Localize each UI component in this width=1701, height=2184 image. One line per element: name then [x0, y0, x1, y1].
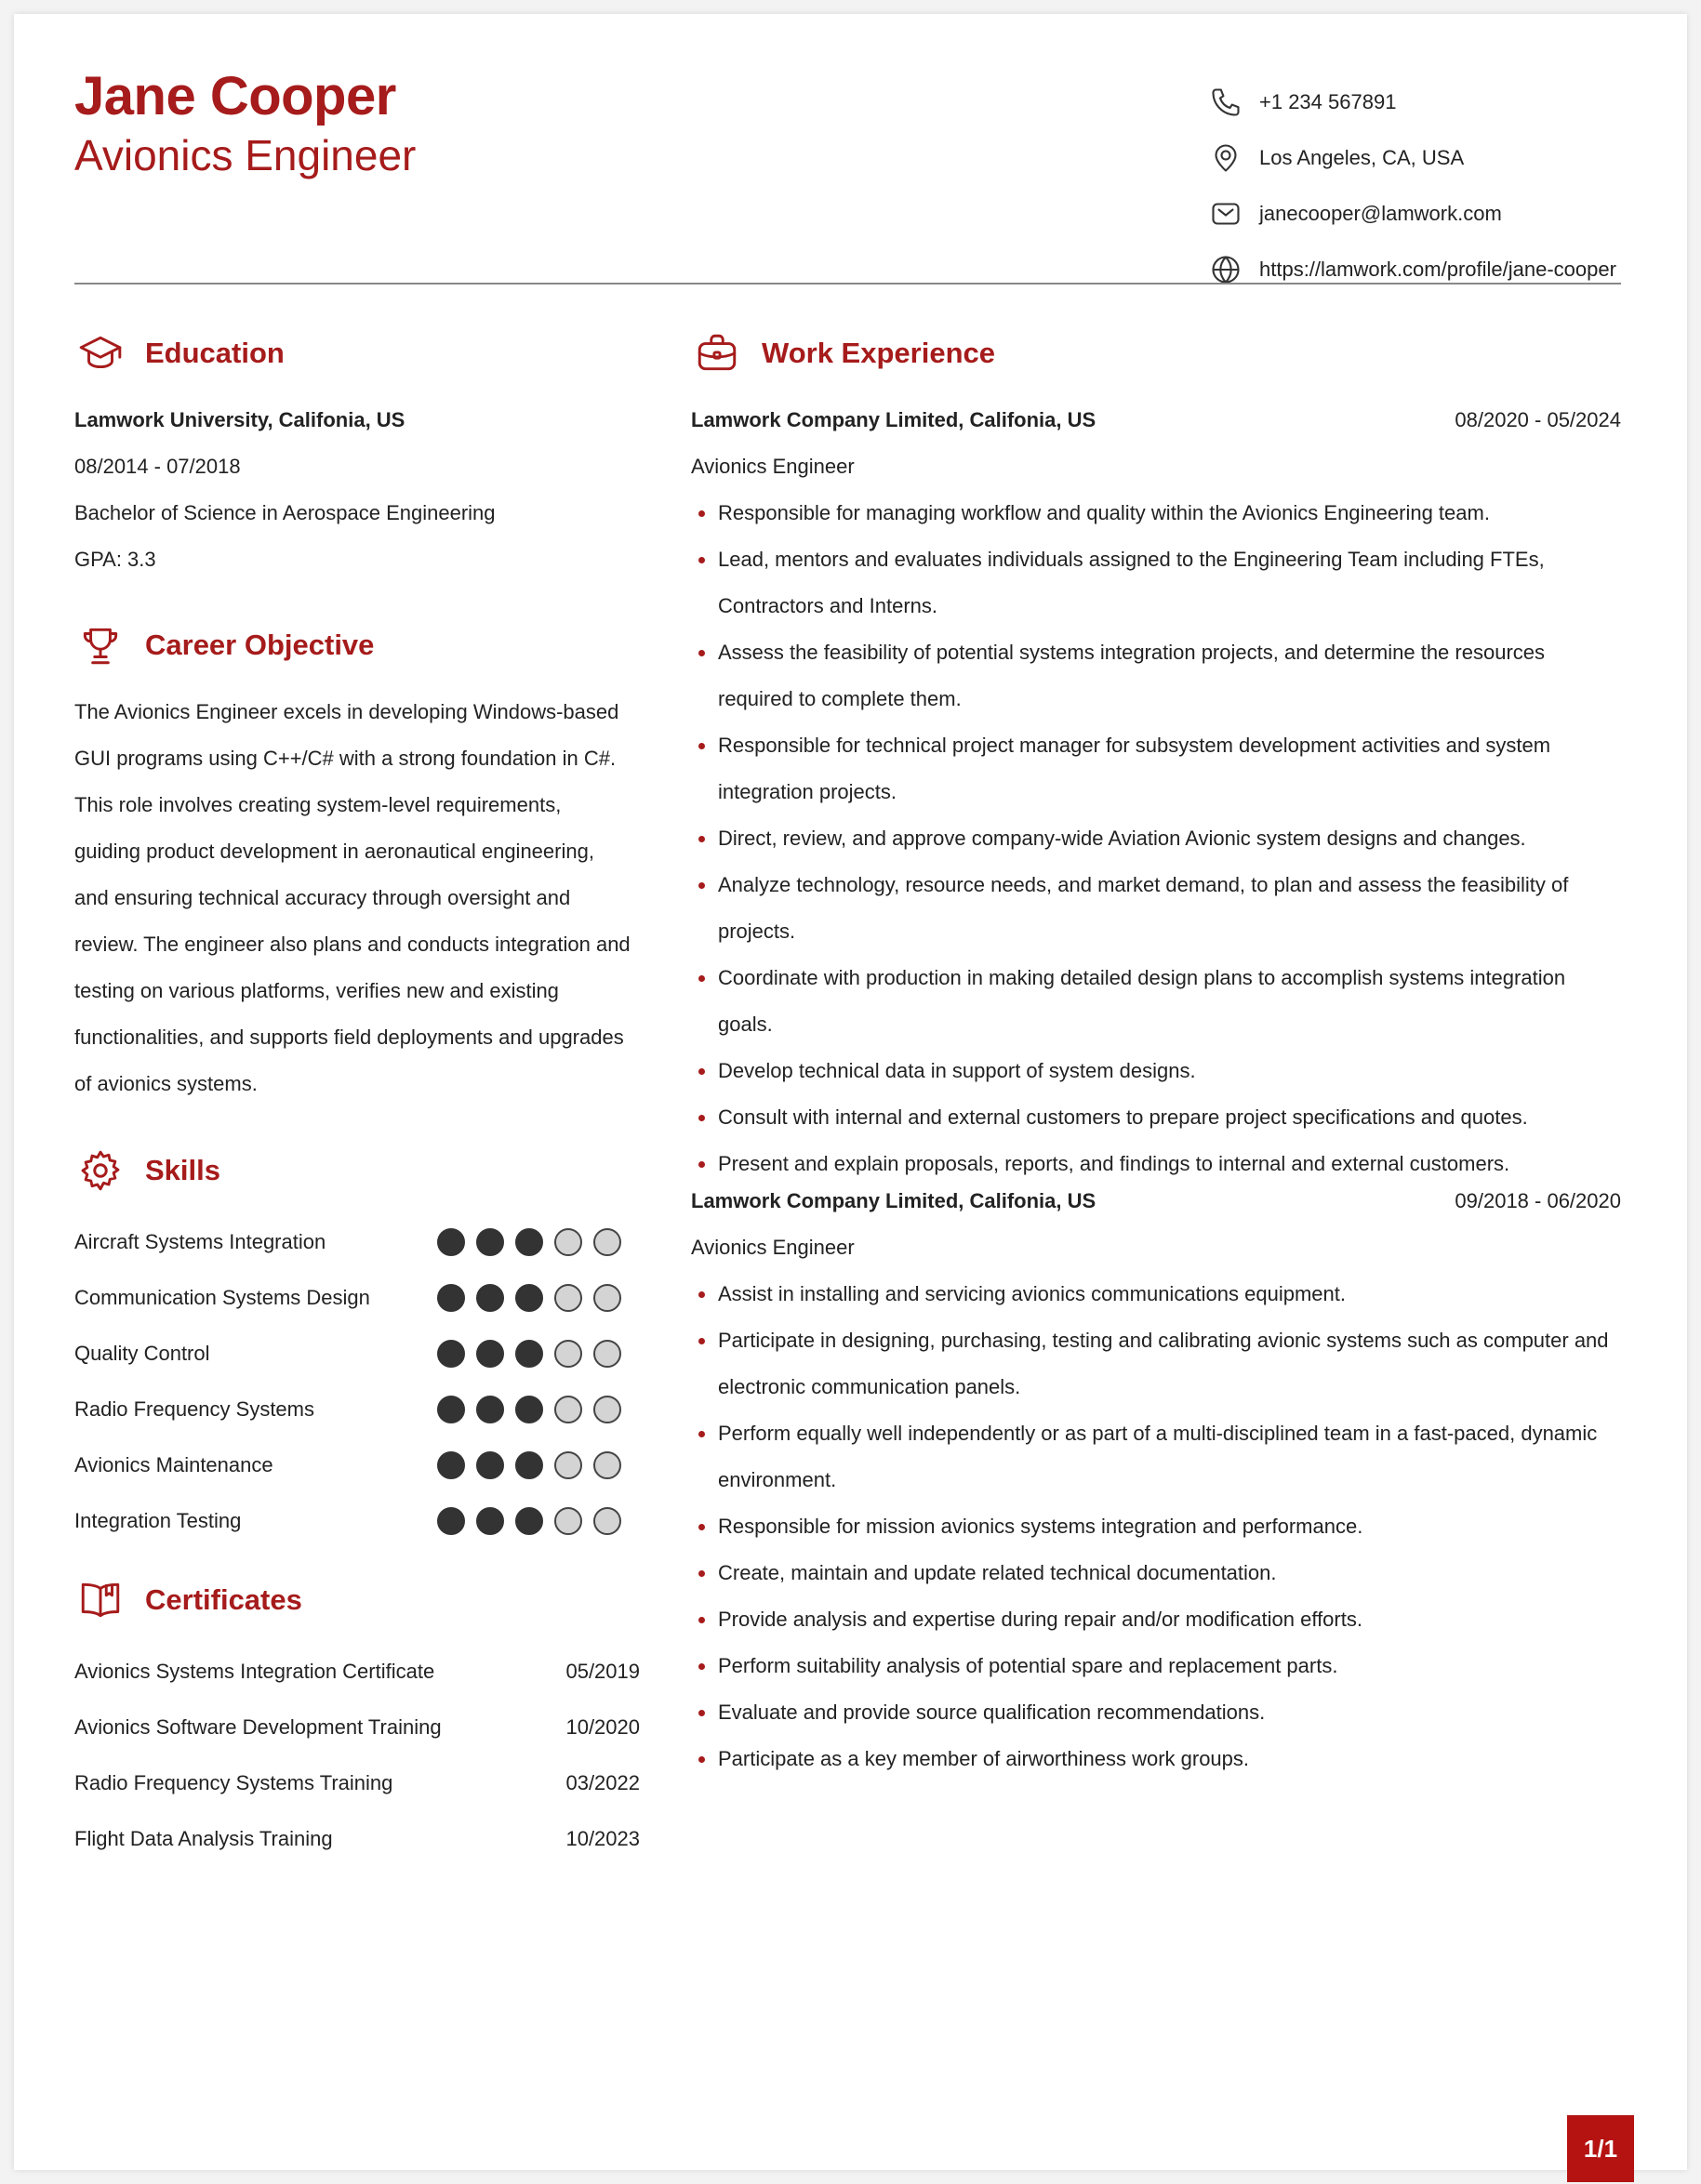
job-entry — [691, 397, 1621, 1187]
rating-dot-filled — [515, 1396, 543, 1423]
job-position: Avionics Engineer — [691, 455, 855, 478]
trophy-icon — [74, 622, 126, 668]
job-company: Lamwork Company Limited, Califonia, US — [691, 408, 1096, 431]
list-item: Evaluate and provide source qualification recommendations. — [691, 1689, 1621, 1736]
certificate-row — [74, 1811, 640, 1867]
certificate-date: 03/2022 — [565, 1771, 640, 1794]
rating-dot-empty — [554, 1228, 582, 1256]
list-item: Develop technical data in support of system designs. — [691, 1048, 1621, 1094]
list-item: Responsible for mission avionics systems integration and performance. — [691, 1503, 1621, 1550]
rating-dot-filled — [476, 1396, 504, 1423]
skill-label: Avionics Maintenance — [74, 1453, 273, 1476]
left-column — [74, 330, 640, 1867]
list-item: Perform equally well independently or as part of a multi-disciplined team in a fast-paced, dynamic environment. — [691, 1410, 1621, 1503]
skill-rating — [437, 1340, 632, 1368]
list-item: Assess the feasibility of potential systems integration projects, and determine the resources required to complete them. — [691, 629, 1621, 722]
contact-list — [1207, 74, 1644, 298]
contact-text: janecooper@lamwork.com — [1259, 202, 1502, 225]
gear-icon — [74, 1147, 126, 1194]
job-header — [691, 397, 1621, 443]
certificate-name: Flight Data Analysis Training — [74, 1827, 333, 1850]
graduation-cap-icon — [74, 330, 126, 377]
rating-dot-filled — [476, 1451, 504, 1479]
job-position: Avionics Engineer — [691, 1236, 855, 1259]
list-item: Perform suitability analysis of potential spare and replacement parts. — [691, 1643, 1621, 1689]
rating-dot-filled — [476, 1228, 504, 1256]
school-name: Lamwork University, Califonia, US — [74, 408, 405, 431]
rating-dot-filled — [515, 1340, 543, 1368]
certificate-row — [74, 1700, 640, 1755]
list-item: Assist in installing and servicing avionics communications equipment. — [691, 1271, 1621, 1317]
rating-dot-empty — [593, 1507, 621, 1535]
rating-dot-filled — [476, 1340, 504, 1368]
degree: Bachelor of Science in Aerospace Engineering — [74, 501, 496, 524]
list-item: Provide analysis and expertise during repair and/or modification efforts. — [691, 1596, 1621, 1643]
rating-dot-filled — [437, 1507, 465, 1535]
resume-page — [14, 14, 1687, 2170]
job-dates: 09/2018 - 06/2020 — [1455, 1189, 1621, 1212]
candidate-name: Jane Cooper — [74, 66, 396, 126]
rating-dot-filled — [437, 1451, 465, 1479]
rating-dot-filled — [437, 1340, 465, 1368]
work-section — [691, 330, 1621, 1782]
skill-row — [74, 1493, 632, 1549]
rating-dot-filled — [437, 1228, 465, 1256]
rating-dot-filled — [437, 1284, 465, 1312]
rating-dot-empty — [554, 1396, 582, 1423]
skill-label: Communication Systems Design — [74, 1286, 370, 1309]
education-dates: 08/2014 - 07/2018 — [74, 455, 241, 478]
skill-row — [74, 1214, 632, 1270]
rating-dot-empty — [593, 1228, 621, 1256]
contact-phone — [1207, 74, 1644, 130]
rating-dot-filled — [437, 1396, 465, 1423]
skill-row — [74, 1326, 632, 1382]
list-item: Lead, mentors and evaluates individuals assigned to the Engineering Team including FTEs, Contractors and Interns. — [691, 536, 1621, 629]
candidate-role: Avionics Engineer — [74, 131, 417, 179]
rating-dot-filled — [515, 1284, 543, 1312]
certificates-section — [74, 1577, 640, 1867]
objective-text: The Avionics Engineer excels in developing Windows-based GUI programs using C++/C# with a strong foundation in C#. This role involves creating system-level requirements, guiding product development in aeronautical engineering, and ensuring technical accuracy through oversight and review. The engineer also plans and conducts integration and testing on various platforms, verifies new and existing functionalities, and supports field deployments and upgrades of avionics systems. — [74, 700, 631, 1095]
section-title: Skills — [74, 1147, 632, 1194]
rating-dot-empty — [554, 1340, 582, 1368]
section-title: Work Experience — [691, 330, 1621, 377]
contact-text: Los Angeles, CA, USA — [1259, 146, 1465, 169]
header-divider — [74, 283, 1621, 285]
gpa: GPA: 3.3 — [74, 548, 156, 571]
list-item: Participate in designing, purchasing, testing and calibrating avionic systems such as computer and electronic communication panels. — [691, 1317, 1621, 1410]
contact-text: +1 234 567891 — [1259, 90, 1397, 113]
certificate-date: 10/2023 — [565, 1827, 640, 1850]
certificates-list — [74, 1644, 640, 1867]
list-item: Create, maintain and update related technical documentation. — [691, 1550, 1621, 1596]
mail-icon — [1207, 195, 1244, 232]
skill-rating — [437, 1228, 632, 1256]
certificate-name: Avionics Software Development Training — [74, 1715, 442, 1739]
contact-text: https://lamwork.com/profile/jane-cooper — [1259, 258, 1616, 281]
job-dates: 08/2020 - 05/2024 — [1455, 408, 1621, 431]
rating-dot-filled — [515, 1507, 543, 1535]
skills-list — [74, 1214, 632, 1549]
rating-dot-empty — [554, 1451, 582, 1479]
list-item: Coordinate with production in making detailed design plans to accomplish systems integration goals. — [691, 955, 1621, 1048]
contact-website[interactable] — [1207, 242, 1644, 298]
skill-row — [74, 1437, 632, 1493]
skill-rating — [437, 1507, 632, 1535]
briefcase-icon — [691, 330, 743, 377]
book-icon — [74, 1577, 126, 1623]
certificate-name: Radio Frequency Systems Training — [74, 1771, 393, 1794]
section-title: Education — [74, 330, 632, 377]
rating-dot-empty — [593, 1284, 621, 1312]
page-indicator: 1/1 — [1567, 2115, 1634, 2182]
certificate-row — [74, 1755, 640, 1811]
objective-section — [74, 622, 632, 1107]
list-item: Responsible for technical project manager for subsystem development activities and system integration projects. — [691, 722, 1621, 815]
contact-email[interactable] — [1207, 186, 1644, 242]
rating-dot-empty — [554, 1507, 582, 1535]
certificate-date: 05/2019 — [565, 1660, 640, 1683]
job-entry — [691, 1178, 1621, 1782]
list-item: Present and explain proposals, reports, and findings to internal and external customers. — [691, 1141, 1621, 1187]
certificate-date: 10/2020 — [565, 1715, 640, 1739]
rating-dot-empty — [593, 1451, 621, 1479]
phone-icon — [1207, 84, 1244, 121]
education-section — [74, 330, 632, 583]
skill-row — [74, 1382, 632, 1437]
contact-location — [1207, 130, 1644, 186]
rating-dot-empty — [554, 1284, 582, 1312]
skill-rating — [437, 1451, 632, 1479]
location-pin-icon — [1207, 139, 1244, 177]
job-bullets — [691, 1271, 1621, 1782]
job-bullets — [691, 490, 1621, 1187]
skill-label: Aircraft Systems Integration — [74, 1230, 326, 1253]
skill-label: Integration Testing — [74, 1509, 242, 1532]
rating-dot-empty — [593, 1340, 621, 1368]
rating-dot-filled — [515, 1228, 543, 1256]
certificate-name: Avionics Systems Integration Certificate — [74, 1660, 435, 1683]
skill-label: Radio Frequency Systems — [74, 1397, 314, 1421]
list-item: Participate as a key member of airworthiness work groups. — [691, 1736, 1621, 1782]
section-title: Career Objective — [74, 622, 632, 668]
rating-dot-filled — [476, 1507, 504, 1535]
skill-row — [74, 1270, 632, 1326]
rating-dot-filled — [476, 1284, 504, 1312]
rating-dot-filled — [515, 1451, 543, 1479]
right-column — [691, 330, 1621, 1782]
skill-rating — [437, 1396, 632, 1423]
list-item: Responsible for managing workflow and quality within the Avionics Engineering team. — [691, 490, 1621, 536]
jobs-list — [691, 397, 1621, 1782]
job-company: Lamwork Company Limited, Califonia, US — [691, 1189, 1096, 1212]
list-item: Analyze technology, resource needs, and market demand, to plan and assess the feasibility of projects. — [691, 862, 1621, 955]
skill-label: Quality Control — [74, 1342, 210, 1365]
skills-section — [74, 1147, 632, 1549]
rating-dot-empty — [593, 1396, 621, 1423]
certificate-row — [74, 1644, 640, 1700]
skill-rating — [437, 1284, 632, 1312]
list-item: Consult with internal and external customers to prepare project specifications and quotes. — [691, 1094, 1621, 1141]
section-title: Certificates — [74, 1577, 632, 1623]
list-item: Direct, review, and approve company-wide Aviation Avionic system designs and changes. — [691, 815, 1621, 862]
